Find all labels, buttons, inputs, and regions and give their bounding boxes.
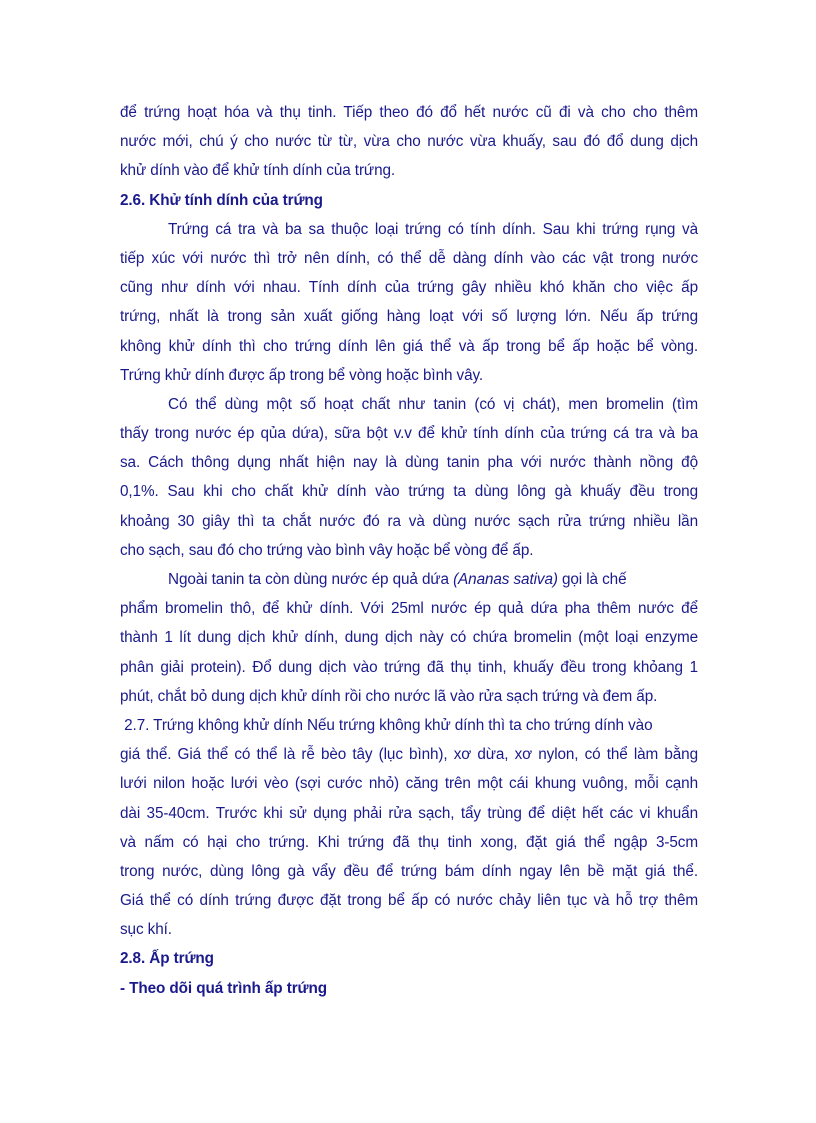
text-line (120, 565, 698, 594)
text-line: thành 1 lít dung dịch khử dính, dung dịch này có chứa bromelin (một loại enzyme (120, 629, 698, 647)
text-line: và nấm có hại cho trứng. Khi trứng đã thụ tinh xong, đặt giá thể ngập 3-5cm (120, 833, 698, 851)
scientific-name: (Ananas sativa) (453, 571, 558, 588)
text-line: không khử dính thì cho trứng dính lên giá thể và ấp trong bể ấp hoặc bể vòng. (120, 337, 698, 355)
paragraph-fertilization-end (120, 98, 698, 186)
subsection-heading: - Theo dõi quá trình ấp trứng (120, 979, 328, 997)
paragraph-tanin-method (120, 390, 698, 565)
text-line: 0,1%. Sau khi cho chất khử dính vào trứng ta dùng lông gà khuấy đều trong (120, 483, 698, 501)
text-line: nước mới, chú ý cho nước từ từ, vừa cho nước vừa khuấy, sau đó đổ dung dịch (120, 133, 698, 151)
text-line: cho sạch, sau đó cho trứng vào bình vây hoặc bể vòng để ấp. (120, 541, 534, 559)
text-line: 2.7. Trứng không khử dính Nếu trứng không khử dính thì ta cho trứng dính vào (120, 716, 653, 734)
text-line: Có thể dùng một số hoạt chất như tanin (có vị chát), men bromelin (tìm (168, 395, 698, 413)
text-line: Trứng cá tra và ba sa thuộc loại trứng có tính dính. Sau khi trứng rụng và (168, 220, 698, 238)
text-line: tiếp xúc với nước thì trở nên dính, có thể dễ dàng dính vào các vật trong nước (120, 249, 698, 267)
text-line: thấy trong nước ép qủa dứa), sữa bột v.v để khử tính dính của trứng cá tra và ba (120, 425, 698, 443)
paragraph-egg-stickiness (120, 215, 698, 390)
text-line: phân giải protein). Đổ dung dịch vào trứng đã thụ tinh, khuấy đều trong khỏang 1 (120, 658, 698, 676)
text-line: trứng, nhất là trong sản xuất giống hàng loạt với số lượng lớn. Nếu ấp trứng (120, 308, 698, 326)
text-line: sa. Cách thông dụng nhất hiện nay là dùng tanin pha với nước thành nồng độ (120, 454, 698, 472)
section-heading-2-8: 2.8. Ấp trứng (120, 950, 214, 968)
text-line: phẩm bromelin thô, để khử dính. Với 25ml nước ép quả dứa pha thêm nước để (120, 600, 698, 618)
text-line: khử dính vào để khử tính dính của trứng. (120, 162, 396, 180)
text-line: dài 35-40cm. Trước khi sử dụng phải rửa sạch, tẩy trùng để diệt hết các vi khuẩn (120, 804, 698, 822)
text-line: Giá thể có dính trứng được đặt trong bể ấp có nước chảy liên tục và hỗ trợ thêm (120, 892, 698, 910)
text-segment: Ngoài tanin ta còn dùng nước ép quả dứa (168, 571, 454, 588)
document-page (120, 98, 698, 1003)
text-line: phút, chắt bỏ dung dịch khử dính rồi cho nước lã vào rửa sạch trứng và đem ấp. (120, 687, 658, 705)
text-line: cũng như dính với nhau. Tính dính của trứng gây nhiều khó khăn cho việc ấp (120, 279, 698, 297)
paragraph-non-degummed-eggs (120, 711, 698, 945)
text-line: trong nước, dùng lông gà vẩy đều để trứng bám dính ngay lên bề mặt giá thể. (120, 862, 698, 880)
text-line: để trứng hoạt hóa và thụ tinh. Tiếp theo đó đổ hết nước cũ đi và cho cho thêm (120, 104, 698, 121)
paragraph-bromelin-method (120, 565, 698, 711)
text-line: lưới nilon hoặc lưới vèo (sợi cước nhỏ) căng trên một cái khung vuông, mỗi cạnh (120, 775, 698, 793)
section-heading-2-6: 2.6. Khử tính dính của trứng (120, 191, 323, 209)
text-line: Trứng khử dính được ấp trong bể vòng hoặc bình vây. (120, 366, 484, 384)
text-line: khoảng 30 giây thì ta chắt nước đó ra và dùng nước sạch rửa trứng nhiều lần (120, 512, 698, 530)
text-line: giá thể. Giá thể có thể là rễ bèo tây (lục bình), xơ dừa, xơ nylon, có thể làm bằng (120, 746, 698, 764)
text-line: sục khí. (120, 921, 172, 939)
text-segment: gọi là chế (557, 571, 627, 588)
